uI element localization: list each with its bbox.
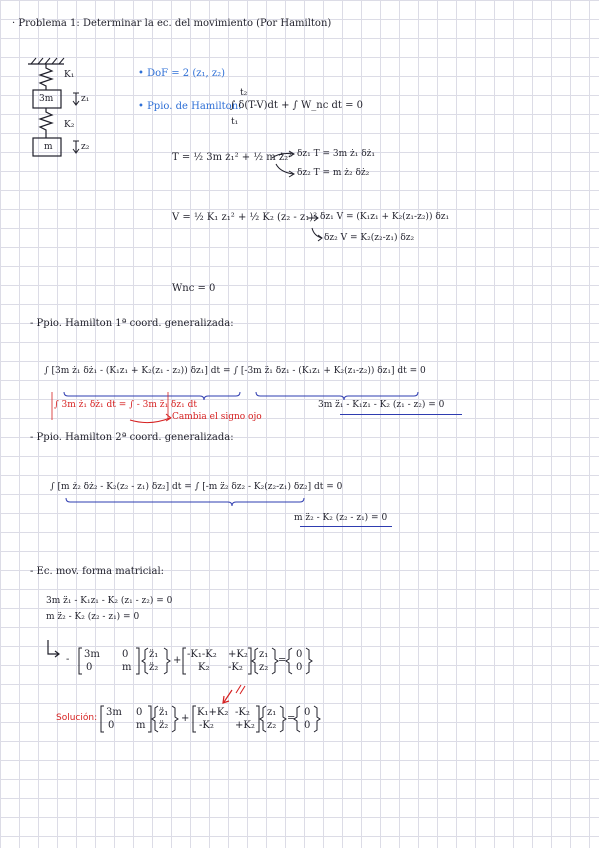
section2-equation: ∫ [m ż₂ δż₂ - K₂(z₂ - z₁) δz₂] dt = ∫ [-m z̈₂ δz₂ - K₂(z₂-z₁) δz₂] dt = 0 xyxy=(50,482,343,492)
mass-3m-label: 3m xyxy=(39,94,54,104)
matrix-lead-sign: - xyxy=(66,654,70,665)
solution-equals: = xyxy=(287,713,296,724)
solution-acc-2: z̈₂ xyxy=(159,720,169,731)
k1-label: K₁ xyxy=(64,70,75,80)
rhs-vector-1: 0 xyxy=(296,649,303,660)
section2-title: - Ppio. Hamilton 2ª coord. generalizada: xyxy=(30,432,234,443)
acc-vector-2: z̈₂ xyxy=(149,662,159,673)
kinetic-energy-eq: T = ½ 3m ż₁² + ½ m ż₂² xyxy=(172,152,293,163)
k2-label: K₂ xyxy=(64,120,75,130)
hamilton-label: • Ppio. de Hamilton: xyxy=(138,101,242,112)
solution-stiff-12: -K₂ xyxy=(235,707,250,718)
z1-label: z₁ xyxy=(81,94,90,104)
matrix-plus: + xyxy=(173,655,182,666)
kinetic-variation-z1: δz₁ T = 3m ż₁ δż₁ xyxy=(297,149,375,159)
solution-plus: + xyxy=(181,713,190,724)
section1-result-underline xyxy=(340,414,462,415)
solution-mass-22: m xyxy=(136,720,146,731)
solution-rhs-1: 0 xyxy=(304,707,311,718)
section1-equation: ∫ [3m ż₁ δż₁ - (K₁z₁ + K₂(z₁ - z₂)) δz₁] dt = ∫ [-3m z̈₁ δz₁ - (K₁z₁ + K₂(z₁-z₂)) δz₁] dt = 0 xyxy=(44,366,426,376)
section1-red-equation: ∫ 3m ż₁ δż₁ dt = ∫ - 3m z̈₁ δz₁ dt xyxy=(54,400,197,410)
potential-variation-z2: δz₂ V = K₂(z₂-z₁) δz₂ xyxy=(324,233,415,243)
solution-rhs-2: 0 xyxy=(304,720,311,731)
hamilton-upper-limit: t₂ xyxy=(240,88,248,98)
section1-red-note: Cambia el signo ojo xyxy=(172,412,262,422)
mass-matrix-12: 0 xyxy=(122,649,129,660)
solution-mass-11: 3m xyxy=(106,707,122,718)
kinetic-variation-z2: δz₂ T = m ż₂ δż₂ xyxy=(297,168,370,178)
mass-m-label: m xyxy=(44,142,53,152)
section3-title: - Ec. mov. forma matricial: xyxy=(30,566,165,577)
potential-energy-eq: V = ½ K₁ z₁² + ½ K₂ (z₂ - z₁)² xyxy=(172,212,318,223)
stiff-matrix-11: -K₁-K₂ xyxy=(187,649,217,660)
mass-matrix-21: 0 xyxy=(86,662,93,673)
nonconservative-work: Wnc = 0 xyxy=(172,283,216,294)
solution-mass-12: 0 xyxy=(136,707,143,718)
solution-acc-1: z̈₁ xyxy=(159,707,169,718)
solution-mass-21: 0 xyxy=(108,720,115,731)
solution-disp-2: z₂ xyxy=(267,720,277,731)
dof-line: • DoF = 2 (z₁, z₂) xyxy=(138,68,226,79)
disp-vector-2: z₂ xyxy=(259,662,269,673)
mass-matrix-11: 3m xyxy=(84,649,100,660)
matrix-source-eq1: 3m z̈₁ - K₁z₁ - K₂ (z₁ - z₂) = 0 xyxy=(46,596,173,606)
page-heading: · Problema 1: Determinar la ec. del movimiento (Por Hamilton) xyxy=(12,18,332,29)
stiff-matrix-22: -K₂ xyxy=(228,662,243,673)
solution-disp-1: z₁ xyxy=(267,707,277,718)
stiff-matrix-21: K₂ xyxy=(198,662,210,673)
hamilton-lower-limit: t₁ xyxy=(231,117,239,127)
matrix-source-eq2: m z̈₂ - K₂ (z₂ - z₁) = 0 xyxy=(46,612,140,622)
z2-label: z₂ xyxy=(81,142,90,152)
potential-variation-z1: δz₁ V = (K₁z₁ + K₂(z₁-z₂)) δz₁ xyxy=(320,212,450,222)
section1-title: - Ppio. Hamilton 1ª coord. generalizada: xyxy=(30,318,234,329)
disp-vector-1: z₁ xyxy=(259,649,269,660)
section2-result-underline xyxy=(300,526,392,527)
hamilton-equation: ∫ δ(T-V)dt + ∫ W_nc dt = 0 xyxy=(230,100,364,111)
section1-result: 3m z̈₁ - K₁z₁ - K₂ (z₁ - z₂) = 0 xyxy=(318,400,445,410)
acc-vector-1: z̈₁ xyxy=(149,649,159,660)
rhs-vector-2: 0 xyxy=(296,662,303,673)
stiff-matrix-12: +K₂ xyxy=(228,649,248,660)
solution-stiff-22: +K₂ xyxy=(235,720,255,731)
mass-matrix-22: m xyxy=(122,662,132,673)
matrix-equals: = xyxy=(278,655,287,666)
solution-label: Solución: xyxy=(56,713,98,723)
solution-stiff-21: -K₂ xyxy=(199,720,214,731)
solution-stiff-11: K₁+K₂ xyxy=(197,707,229,718)
section2-result: m z̈₂ - K₂ (z₂ - z₁) = 0 xyxy=(294,513,388,523)
